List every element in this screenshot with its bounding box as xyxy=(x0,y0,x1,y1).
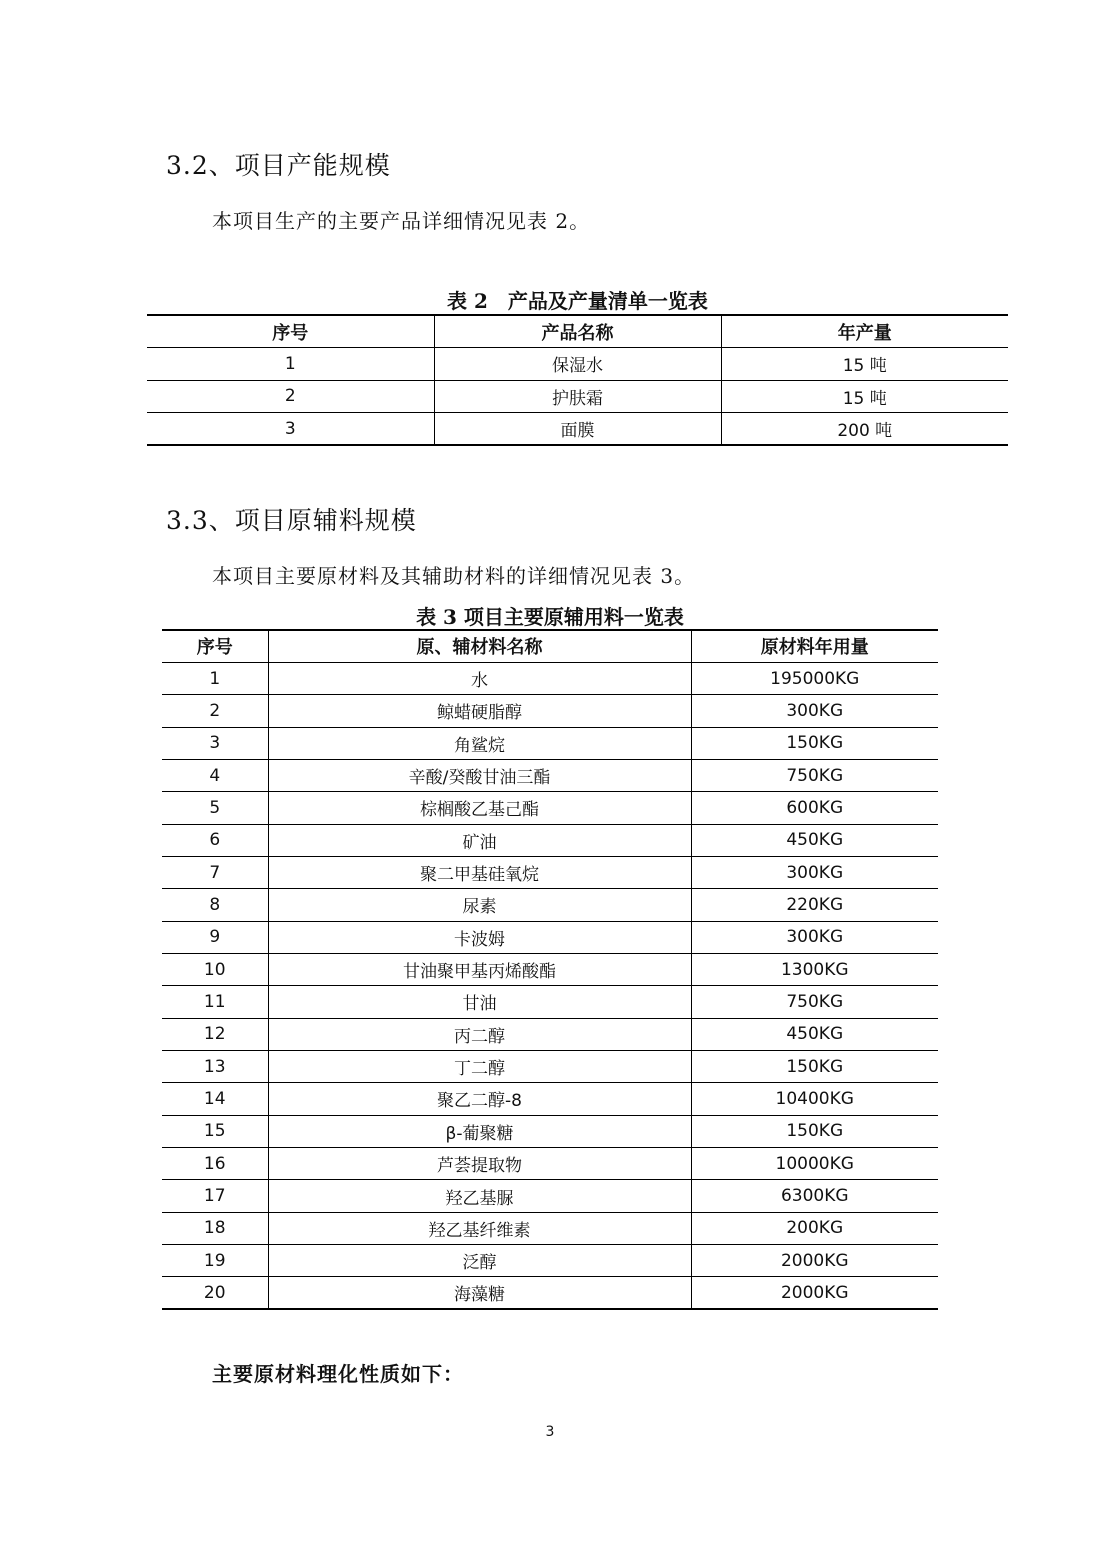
table-row xyxy=(147,413,1008,446)
cell-seq: 16 xyxy=(162,1148,268,1180)
cell-annual-usage: 220KG xyxy=(691,889,938,921)
cell-seq: 4 xyxy=(162,759,268,791)
cell-seq: 18 xyxy=(162,1212,268,1244)
header-annual-usage: 原材料年用量 xyxy=(691,630,938,662)
cell-annual-usage: 195000KG xyxy=(691,662,938,694)
cell-material-name: 甘油 xyxy=(268,986,691,1018)
cell-seq: 5 xyxy=(162,792,268,824)
cell-seq: 20 xyxy=(203,1282,226,1303)
table-row xyxy=(162,1083,938,1115)
section-paragraph-capacity: 本项目生产的主要产品详细情况见表 2。 xyxy=(212,209,591,233)
header-seq: 序号 xyxy=(162,630,268,662)
cell-material-name: 丙二醇 xyxy=(268,1018,691,1050)
table-row xyxy=(162,1245,938,1277)
cell-seq: 15 xyxy=(162,1115,268,1147)
closing-text: 主要原材料理化性质如下： xyxy=(212,1362,464,1386)
table-row xyxy=(162,921,938,953)
cell-annual-usage: 300KG xyxy=(691,695,938,727)
cell-seq: 2 xyxy=(147,380,434,413)
cell-seq: 19 xyxy=(162,1245,268,1277)
table-row xyxy=(162,824,938,856)
cell-material-name: 羟乙基纤维素 xyxy=(268,1212,691,1244)
cell-annual-usage: 750KG xyxy=(691,986,938,1018)
cell-material-name: 水 xyxy=(268,662,691,694)
section-paragraph-materials: 本项目主要原材料及其辅助材料的详细情况见表 3。 xyxy=(212,564,696,588)
cell-seq: 3 xyxy=(162,727,268,759)
cell-annual-usage: 6300KG xyxy=(691,1180,938,1212)
cell-annual-usage: 150KG xyxy=(691,727,938,759)
table2-caption: 表 2 产品及产量清单一览表 xyxy=(447,289,708,313)
cell-annual-usage: 10000KG xyxy=(691,1148,938,1180)
table-row xyxy=(162,792,938,824)
cell-material-name: 角鲨烷 xyxy=(268,727,691,759)
cell-annual-usage: 1300KG xyxy=(691,953,938,985)
header-material-name: 原、辅材料名称 xyxy=(268,630,691,662)
table-row xyxy=(162,953,938,985)
cell-product-name: 护肤霜 xyxy=(434,380,721,413)
cell-material-name: 尿素 xyxy=(268,889,691,921)
cell-annual-usage: 2000KG xyxy=(691,1245,938,1277)
cell-material-name: 矿油 xyxy=(268,824,691,856)
cell-seq: 3 xyxy=(284,418,296,439)
cell-annual-usage: 10400KG xyxy=(691,1083,938,1115)
cell-material-name: 聚乙二醇-8 xyxy=(268,1083,691,1115)
cell-seq: 12 xyxy=(162,1018,268,1050)
cell-annual-usage: 150KG xyxy=(691,1050,938,1082)
table-row xyxy=(162,986,938,1018)
cell-annual-usage: 750KG xyxy=(691,759,938,791)
cell-seq: 17 xyxy=(162,1180,268,1212)
section-heading-materials: 3.3、项目原辅料规模 xyxy=(166,506,417,535)
cell-product-name: 面膜 xyxy=(434,413,721,446)
table-row xyxy=(162,1018,938,1050)
table-row xyxy=(162,662,938,694)
cell-seq: 14 xyxy=(162,1083,268,1115)
section-heading-capacity: 3.2、项目产能规模 xyxy=(166,151,391,180)
cell-material-name: 甘油聚甲基丙烯酸酯 xyxy=(268,953,691,985)
table-row xyxy=(162,695,938,727)
header-seq: 序号 xyxy=(147,315,434,348)
table-row xyxy=(147,348,1008,381)
cell-material-name: 海藻糖 xyxy=(268,1277,691,1309)
table-row xyxy=(162,856,938,888)
cell-annual-output: 200 吨 xyxy=(721,413,1008,446)
cell-seq: 8 xyxy=(162,889,268,921)
cell-material-name: 丁二醇 xyxy=(268,1050,691,1082)
table-row xyxy=(162,727,938,759)
table-row xyxy=(162,1115,938,1147)
cell-annual-usage: 450KG xyxy=(691,824,938,856)
cell-material-name: 卡波姆 xyxy=(268,921,691,953)
cell-material-name: 羟乙基脲 xyxy=(268,1180,691,1212)
cell-seq: 9 xyxy=(162,921,268,953)
table-row xyxy=(162,1148,938,1180)
materials-table xyxy=(162,629,938,1310)
header-annual-output: 年产量 xyxy=(721,315,1008,348)
cell-material-name: 芦荟提取物 xyxy=(268,1148,691,1180)
cell-seq: 6 xyxy=(162,824,268,856)
cell-product-name: 保湿水 xyxy=(434,348,721,381)
cell-annual-usage: 450KG xyxy=(691,1018,938,1050)
table-header-row xyxy=(162,630,938,662)
cell-material-name: 辛酸/癸酸甘油三酯 xyxy=(268,759,691,791)
cell-material-name: 泛醇 xyxy=(268,1245,691,1277)
cell-annual-usage: 200KG xyxy=(691,1212,938,1244)
cell-seq: 1 xyxy=(147,348,434,381)
cell-annual-usage: 600KG xyxy=(691,792,938,824)
cell-annual-output: 15 吨 xyxy=(721,348,1008,381)
cell-material-name: 棕榈酸乙基己酯 xyxy=(268,792,691,824)
table-row xyxy=(162,1180,938,1212)
cell-seq: 13 xyxy=(162,1050,268,1082)
table-header-row xyxy=(147,315,1008,348)
table-row xyxy=(162,1212,938,1244)
cell-material-name: 鲸蜡硬脂醇 xyxy=(268,695,691,727)
table-row xyxy=(162,1050,938,1082)
table-row xyxy=(162,889,938,921)
cell-annual-output: 15 吨 xyxy=(721,380,1008,413)
cell-seq: 2 xyxy=(162,695,268,727)
cell-annual-usage: 300KG xyxy=(691,921,938,953)
table3-caption: 表 3 项目主要原辅用料一览表 xyxy=(416,605,684,629)
cell-material-name: 聚二甲基硅氧烷 xyxy=(268,856,691,888)
cell-seq: 1 xyxy=(162,662,268,694)
cell-seq: 11 xyxy=(162,986,268,1018)
table-row xyxy=(147,380,1008,413)
table-row xyxy=(162,1277,938,1309)
table-row xyxy=(162,759,938,791)
cell-seq: 7 xyxy=(162,856,268,888)
cell-annual-usage: 150KG xyxy=(691,1115,938,1147)
cell-seq: 10 xyxy=(162,953,268,985)
page-number: 3 xyxy=(545,1424,555,1440)
cell-annual-usage: 300KG xyxy=(691,856,938,888)
cell-material-name: β-葡聚糖 xyxy=(268,1115,691,1147)
products-table xyxy=(147,314,1008,446)
header-product-name: 产品名称 xyxy=(434,315,721,348)
cell-annual-usage: 2000KG xyxy=(691,1277,938,1309)
